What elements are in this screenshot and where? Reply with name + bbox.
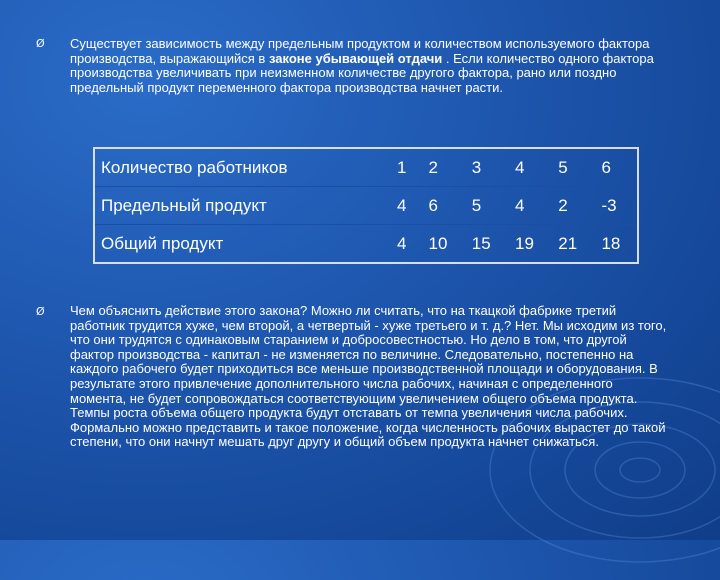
table-cell: 6 <box>421 187 464 225</box>
table-row-workers <box>94 148 638 187</box>
table-cell: 4 <box>507 148 550 187</box>
bullet-arrow-icon: Ø <box>36 37 45 50</box>
table-cell: 4 <box>507 187 550 225</box>
table-cell: 2 <box>550 187 593 225</box>
paragraph-text: . Если количество одного фактора производства увеличивать при неизменном количестве другого фактора, рано или поздно предельный продукт переменного фактора производства начнет расти. <box>70 50 654 95</box>
table-cell: 6 <box>593 148 638 187</box>
row-label: Количество работников <box>94 148 389 187</box>
row-label: Общий продукт <box>101 233 224 253</box>
table-cell: 1 <box>389 148 421 187</box>
table-cell: 2 <box>421 148 464 187</box>
table-cell: -3 <box>593 187 638 225</box>
table-cell: 18 <box>601 233 621 253</box>
paragraph-text: Существует зависимость между предельным продуктом и количеством используемого фактора производства, выражающийся в <box>70 36 650 66</box>
paragraph-law-intro <box>70 37 670 95</box>
table-cell: 15 <box>471 233 491 253</box>
table-cell: 5 <box>464 187 507 225</box>
bullet-arrow-icon: Ø <box>36 305 45 318</box>
table-cell: 4 <box>389 187 421 225</box>
paragraph-law-explanation: Чем объяснить действие этого закона? Можно ли считать, что на ткацкой фабрике третий работник трудится хуже, чем второй, а четвертый - хуже третьего и т. д.? Нет. Мы исходим из того, что они трудятся с одинаковым старанием и добросовестностью. Но дело в том, что другой фактор производства - капитал - не изменяется по величине. Следовательно, постепенно на каждого рабочего будет приходиться все меньше производственной площади и оборудования. В результате этого привлечение дополнительного числа рабочих, начиная с определенного момента, не будет сопровождаться соответствующим увеличением общего объема продукта. Темпы роста объема общего продукта будут отставать от темпа увеличения числа рабочих. Формально можно представить и такое положение, когда численность рабочих вырастет до такой степени, что они начнут мешать друг другу и общий объем продукта начнет снижаться. <box>70 303 667 450</box>
emphasis-law-name: законе убывающей отдачи <box>268 50 443 66</box>
table-cell: 10 <box>428 233 448 253</box>
table-cell: 3 <box>464 148 507 187</box>
table-row-total-product <box>94 225 638 264</box>
production-table <box>93 147 639 264</box>
table-cell: 5 <box>550 148 593 187</box>
table-cell: 19 <box>515 233 534 253</box>
table-row-marginal-product <box>94 187 638 225</box>
row-label: Предельный продукт <box>94 187 389 225</box>
table-cell: 21 <box>558 233 578 253</box>
table-cell: 4 <box>397 233 407 253</box>
